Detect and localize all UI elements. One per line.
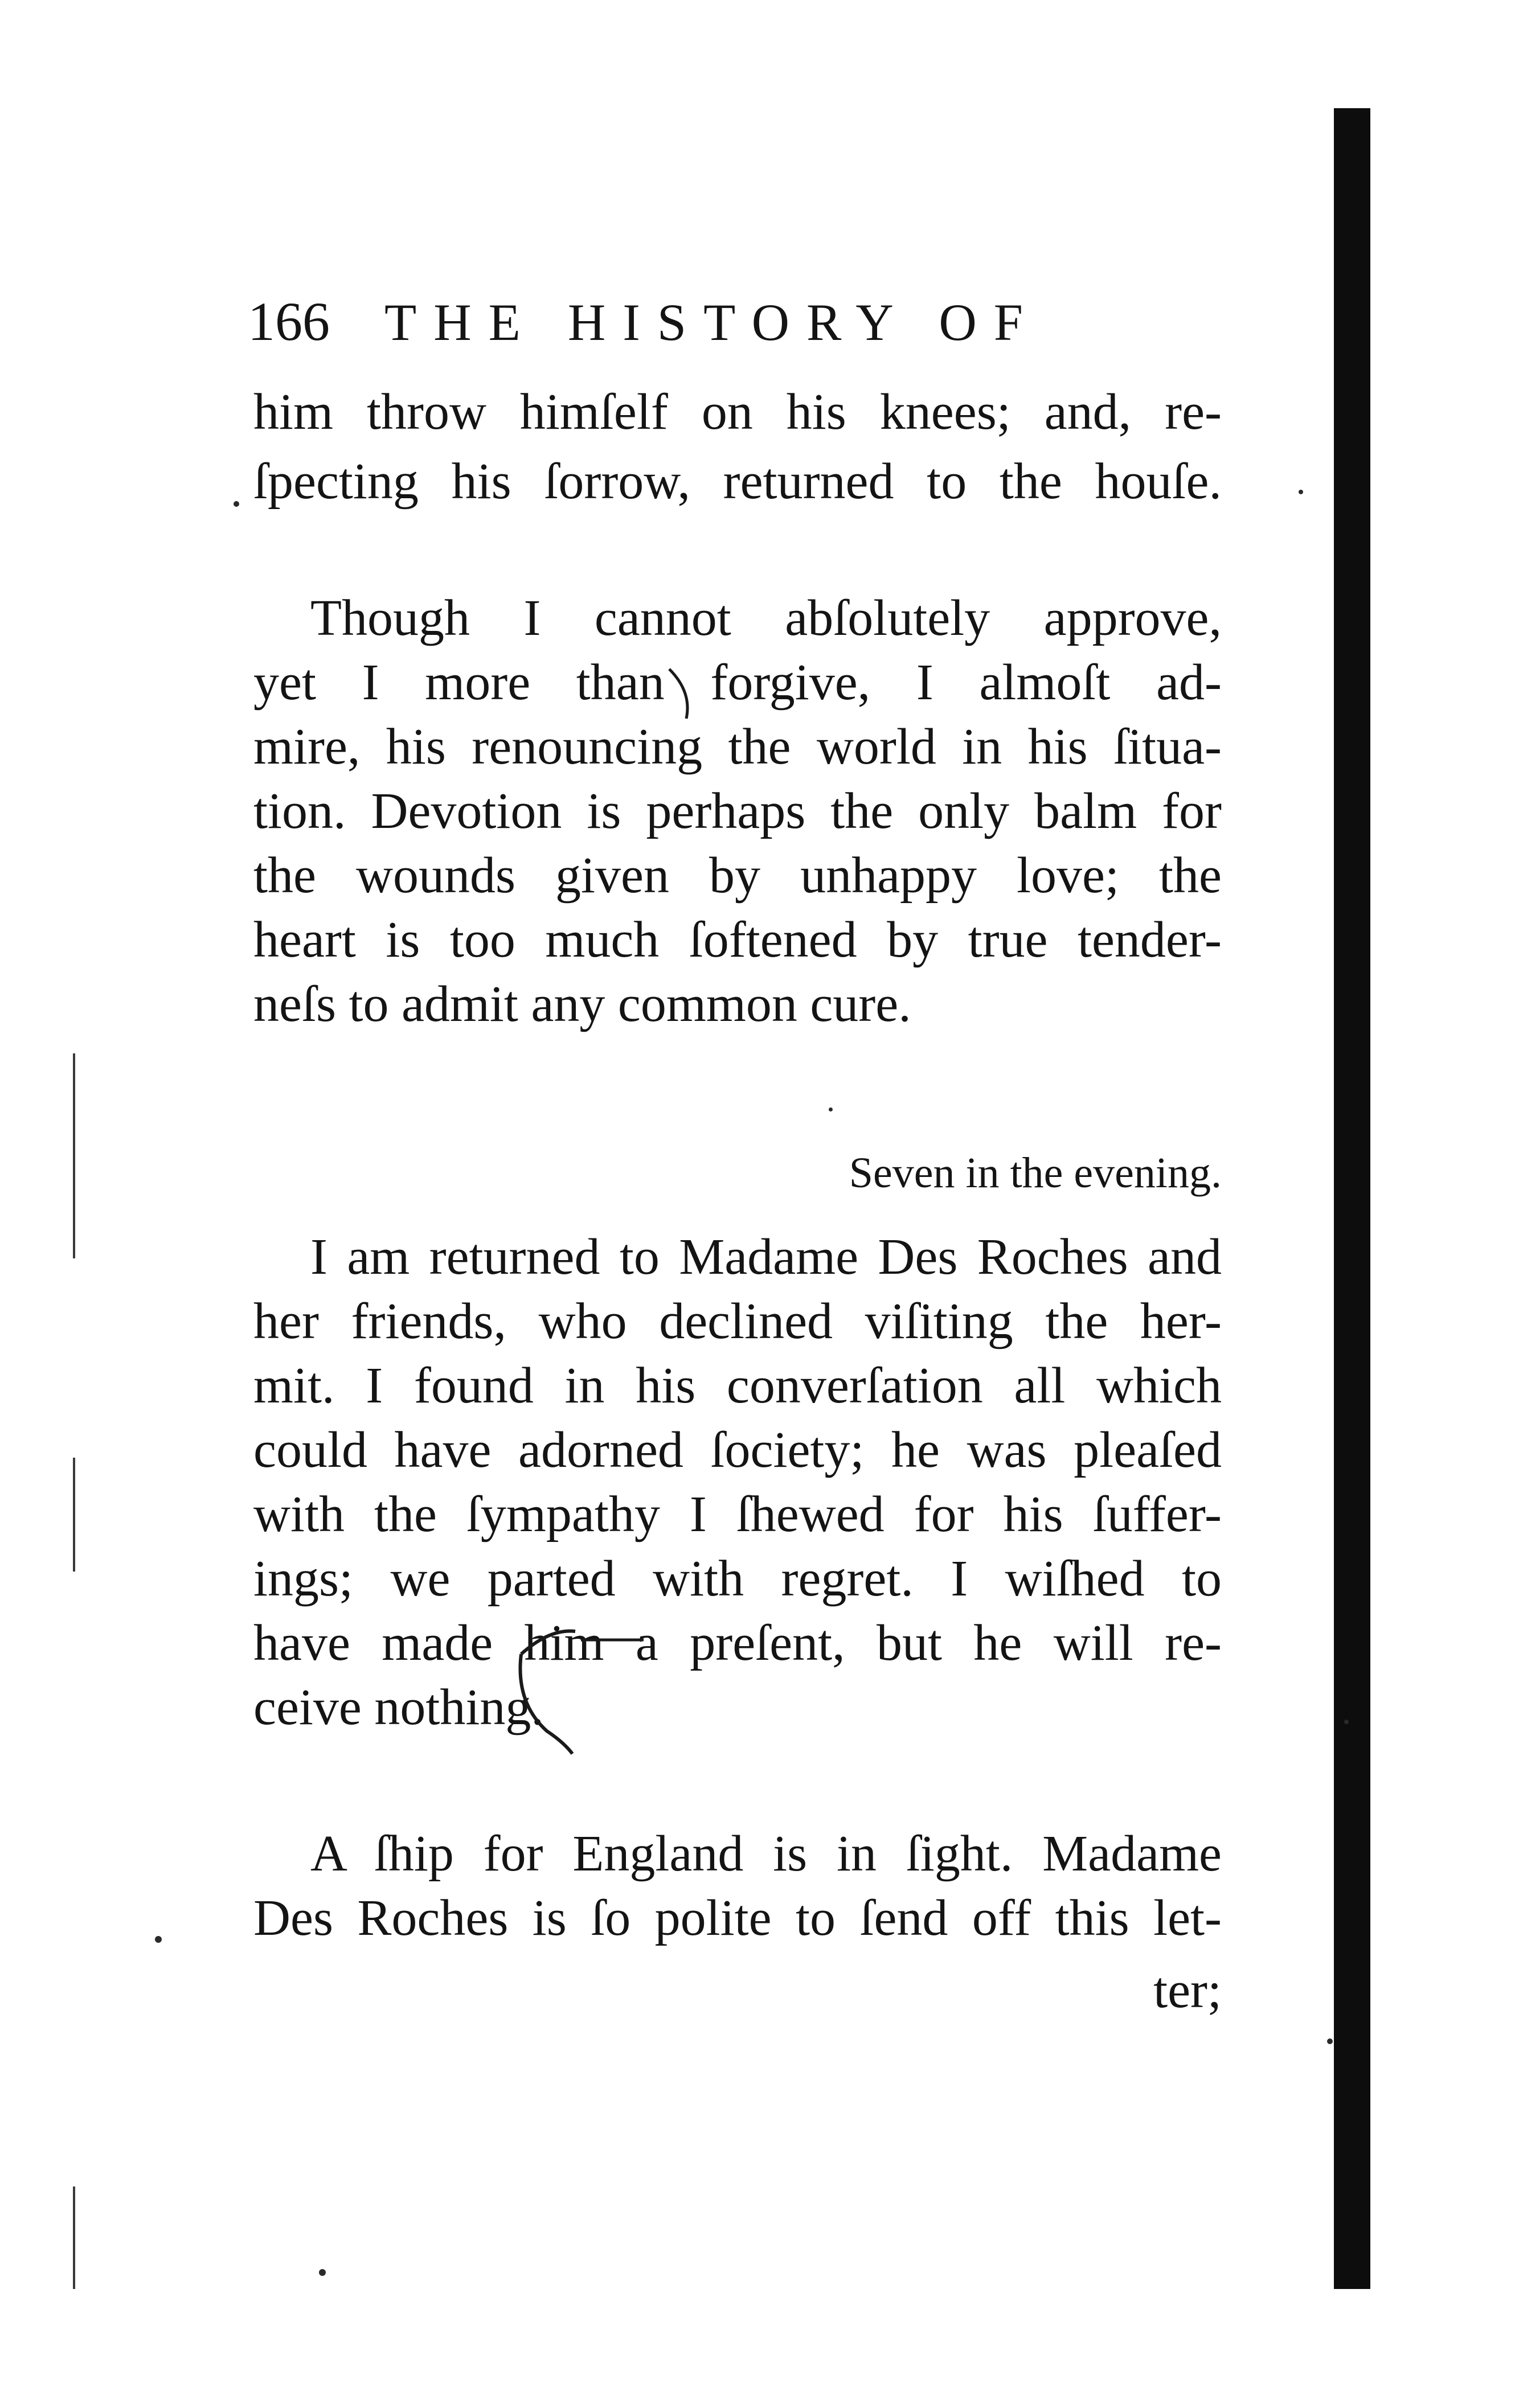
- text-line: with the ſympathy I ſhewed for his ſuffer-: [253, 1486, 1222, 1543]
- text-line: tion. Devotion is perhaps the only balm for: [253, 783, 1222, 839]
- dateline: Seven in the evening.: [849, 1149, 1222, 1197]
- ink-speck: [829, 1107, 833, 1111]
- text-line: mire, his renouncing the world in his ſitua-: [253, 719, 1222, 775]
- ink-speck: [234, 501, 239, 507]
- text-line: neſs to admit any common cure.: [253, 976, 911, 1032]
- catchword: ter;: [1153, 1962, 1222, 2019]
- binding-shadow: [1334, 108, 1370, 2289]
- margin-rule: [73, 2187, 75, 2289]
- text-line: ings; we parted with regret. I wiſhed to: [253, 1550, 1222, 1607]
- margin-rule: [73, 1053, 75, 1258]
- ink-speck: [155, 1936, 162, 1943]
- text-line: him throw himſelf on his knees; and, re-: [253, 384, 1222, 440]
- text-line: ceive nothing.: [253, 1679, 544, 1736]
- text-line: have made him a preſent, but he will re-: [253, 1615, 1222, 1671]
- text-line: Though I cannot abſolutely approve,: [310, 590, 1222, 646]
- text-line: could have adorned ſociety; he was pleaſed: [253, 1422, 1222, 1478]
- ink-speck: [1344, 1720, 1349, 1724]
- text-line: the wounds given by unhappy love; the: [253, 847, 1222, 904]
- ink-speck: [319, 2269, 326, 2276]
- text-line: A ſhip for England is in ſight. Madame: [310, 1826, 1222, 1882]
- ink-speck: [1299, 490, 1303, 494]
- ink-speck: [1327, 2038, 1333, 2044]
- page-number: 166: [248, 291, 330, 352]
- text-line: heart is too much ſoftened by true tender-: [253, 912, 1222, 968]
- text-line: mit. I found in his converſation all which: [253, 1357, 1222, 1414]
- running-title: THE HISTORY OF: [384, 293, 1040, 351]
- text-line: Des Roches is ſo polite to ſend off this let-: [253, 1890, 1222, 1946]
- margin-rule: [73, 1458, 75, 1572]
- running-header: [248, 285, 1227, 359]
- text-line: ſpecting his ſorrow, returned to the houſe.: [253, 453, 1222, 510]
- text-line: yet I more than forgive, I almoſt ad-: [253, 654, 1222, 711]
- text-line: her friends, who declined viſiting the her-: [253, 1293, 1222, 1349]
- text-line: I am returned to Madame Des Roches and: [310, 1229, 1222, 1285]
